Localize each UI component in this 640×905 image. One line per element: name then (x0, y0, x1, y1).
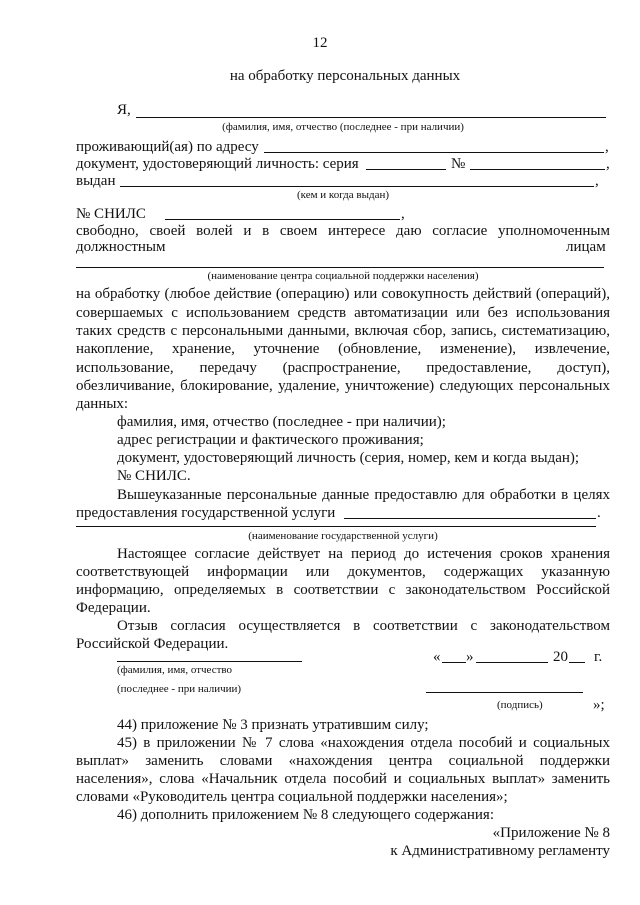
document-end: , (606, 156, 610, 172)
signature-hint: (подпись) (497, 699, 543, 711)
data-item: документ, удостоверяющий личность (серия, номер, кем и когда выдан); (117, 450, 580, 466)
center-hint: (наименование центра социальной поддержки населения) (207, 270, 479, 282)
date-year-line[interactable] (569, 662, 585, 663)
appendix-subtitle: к Административному регламенту (390, 843, 610, 859)
date-month-line[interactable] (476, 662, 548, 663)
amendment-45-line: выплат» заменить словами «нахождения центра социальной поддержки (76, 753, 610, 769)
issued-field-line[interactable] (120, 186, 594, 187)
consent-line-left: должностным (76, 239, 166, 255)
snils-field-line[interactable] (165, 219, 400, 220)
service-hint: (наименование государственной услуги) (248, 530, 438, 542)
document-title: на обработку персональных данных (229, 68, 461, 84)
address-end: , (605, 139, 609, 155)
signer-name-line[interactable] (117, 661, 302, 662)
processing-line: использование, передачу (распространение, предоставление, доступ), (76, 360, 610, 376)
document-number-line[interactable] (470, 169, 605, 170)
validity-line-last: Федерации. (76, 600, 151, 616)
document-series-line[interactable] (366, 169, 446, 170)
amendment-46: 46) дополнить приложением № 8 следующего содержания: (117, 807, 494, 823)
purpose-line-2: предоставления государственной услуги (76, 505, 336, 521)
date-suffix: г. (594, 649, 603, 665)
amendment-45-line: населения», слова «Начальник отдела пособий и социальных выплат» заменить (76, 771, 610, 787)
closing-quote: »; (593, 697, 605, 713)
consent-line: свободно, своей волей и в своем интересе даю согласие уполномоченным (76, 223, 610, 239)
processing-line: накопление, хранение, уточнение (обновление, изменение), извлечение, (76, 341, 610, 357)
fio-hint: (фамилия, имя, отчество (последнее - при наличии) (222, 121, 464, 133)
data-item: фамилия, имя, отчество (последнее - при наличии); (117, 414, 446, 430)
amendment-44: 44) приложение № 3 признать утратившим силу; (117, 717, 429, 733)
signer-fio-hint: (фамилия, имя, отчество (117, 664, 233, 676)
processing-line: на обработку (любое действие (операцию) или совокупность действий (операций), (76, 286, 610, 302)
address-label: проживающий(ая) по адресу (76, 139, 259, 155)
signature-line[interactable] (426, 692, 583, 693)
service-field-line[interactable] (344, 518, 596, 519)
validity-line: Настоящее согласие действует на период до истечения сроков хранения (117, 546, 610, 562)
processing-line: таких средств с персональными данными, включая сбор, запись, систематизацию, (76, 323, 610, 339)
validity-line: информацию, определяемых в соответствии с законодательством Российской (76, 582, 610, 598)
validity-line: соответствующей информации или документов, содержащих указанную (76, 564, 610, 580)
purpose-end: . (597, 505, 601, 521)
snils-end: , (401, 206, 405, 222)
amendment-45-line-last: словами «Руководитель центра социальной поддержки населения»; (76, 789, 508, 805)
consent-line-right: лицам (566, 239, 606, 255)
page-number: 12 (312, 35, 328, 51)
date-close: » (466, 649, 474, 665)
snils-label: № СНИЛС (76, 206, 146, 222)
purpose-line: Вышеуказанные персональные данные предоставлю для обработки в целях (117, 487, 610, 503)
i-label: Я, (117, 102, 131, 118)
address-field-line[interactable] (264, 152, 604, 153)
issued-label: выдан (76, 173, 116, 189)
signer-fio-hint-2: (последнее - при наличии) (117, 683, 242, 695)
document-label: документ, удостоверяющий личность: серия (76, 156, 359, 172)
fio-field-line[interactable] (136, 117, 606, 118)
appendix-title: «Приложение № 8 (492, 825, 610, 841)
amendment-45-line: 45) в приложении № 7 слова «нахождения отдела пособий и социальных (117, 735, 610, 751)
processing-line-last: данных: (76, 396, 129, 412)
date-year-prefix: 20 (553, 649, 568, 665)
issued-end: , (595, 173, 599, 189)
data-item: № СНИЛС. (117, 468, 191, 484)
revoke-line-2: Российской Федерации. (76, 636, 229, 652)
center-field-line[interactable] (76, 267, 604, 268)
issued-hint: (кем и когда выдан) (296, 189, 390, 201)
processing-line: совершаемых с использованием средств автоматизации или без использования (76, 305, 610, 321)
date-day-line[interactable] (442, 662, 466, 663)
revoke-line: Отзыв согласия осуществляется в соответствии с законодательством (117, 618, 610, 634)
processing-line: обезличивание, блокирование, удаление, уничтожение) следующих персональных (76, 378, 610, 394)
data-item: адрес регистрации и фактического проживания; (117, 432, 424, 448)
service-field-line-2[interactable] (76, 526, 596, 527)
document-number-label: № (451, 156, 466, 172)
date-open: « (433, 649, 441, 665)
